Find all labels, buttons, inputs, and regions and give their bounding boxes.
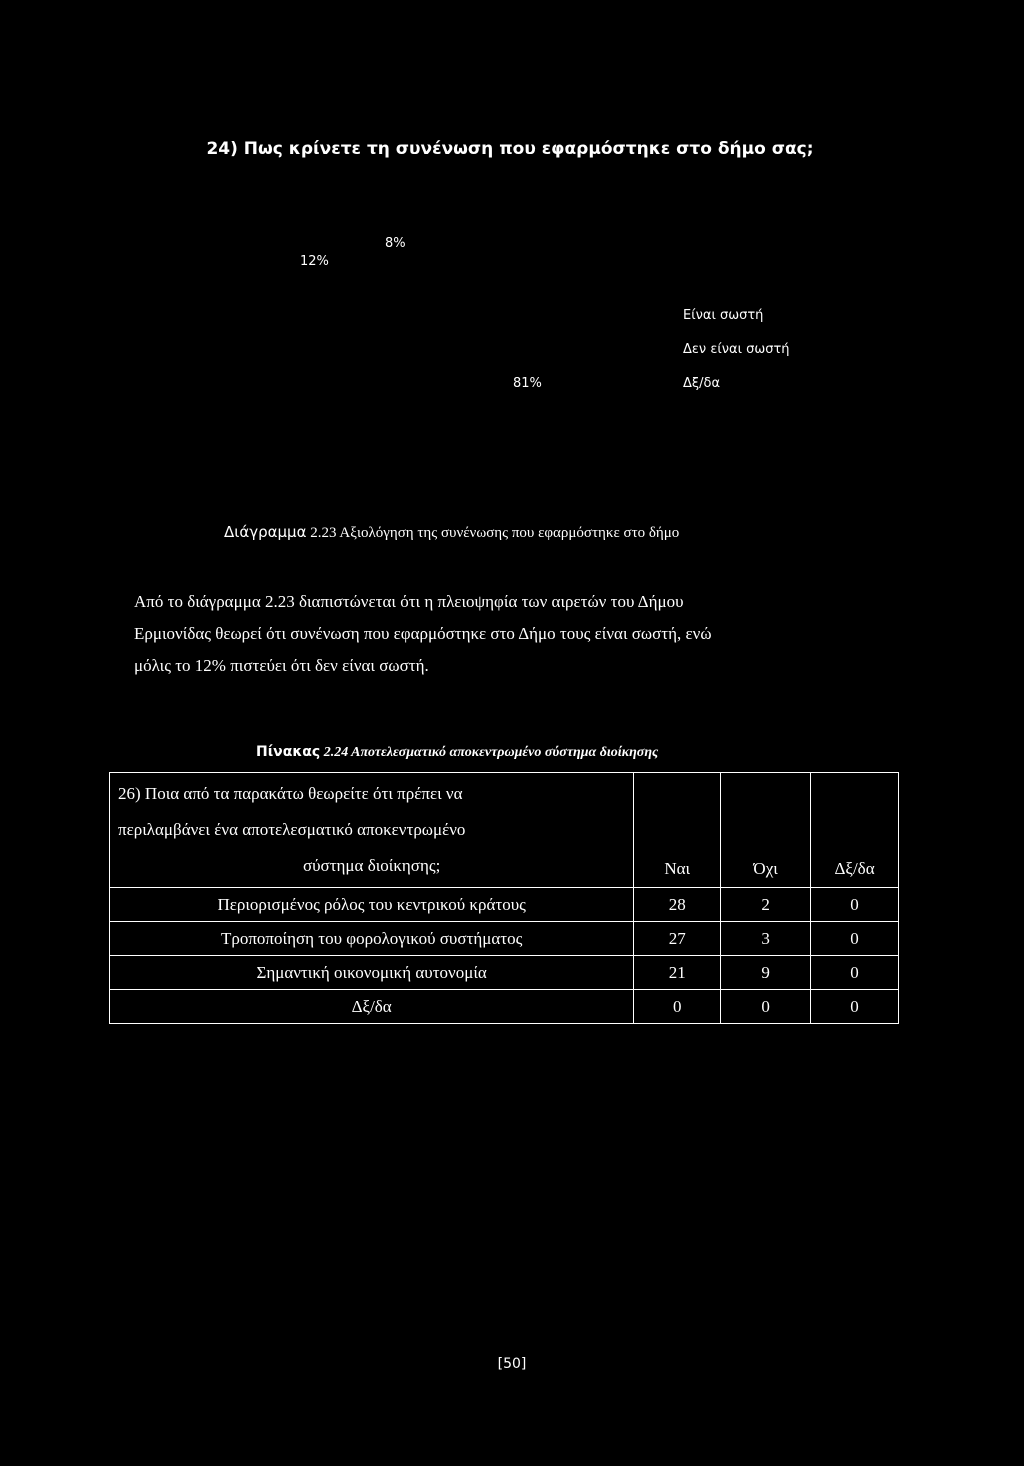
paragraph-line: Ερμιονίδας θεωρεί ότι συνένωση που εφαρμόστηκε στο Δήμο τους είναι σωστή, ενώ [134, 624, 712, 643]
column-header-no: Όχι [721, 773, 811, 888]
table-title-lead: Πίνακας [256, 744, 321, 760]
cell-no: 2 [721, 888, 811, 922]
cell-dont-know: 0 [811, 956, 899, 990]
figure-caption-text: 2.23 Αξιολόγηση της συνένωσης που εφαρμόστηκε στο δήμο [310, 525, 680, 541]
table-title [256, 744, 658, 761]
row-label: Δξ/δα [110, 990, 634, 1024]
column-header-yes: Ναι [634, 773, 721, 888]
legend-item-dont-know: Δξ/δα [683, 376, 721, 391]
table-row [110, 956, 899, 990]
row-label: Περιορισμένος ρόλος του κεντρικού κράτους [110, 888, 634, 922]
body-paragraph [134, 586, 904, 682]
table-header-row [110, 773, 899, 888]
row-label: Σημαντική οικονομική αυτονομία [110, 956, 634, 990]
cell-no: 3 [721, 922, 811, 956]
legend-item-not-correct: Δεν είναι σωστή [683, 342, 790, 357]
figure-caption-lead: Διάγραμμα [224, 523, 307, 541]
table-row [110, 922, 899, 956]
cell-yes: 27 [634, 922, 721, 956]
table-title-text: 2.24 Αποτελεσματικό αποκεντρωμένο σύστημα διοίκησης [323, 745, 659, 760]
cell-yes: 21 [634, 956, 721, 990]
pie-data-label-dont-know: 8% [385, 236, 406, 251]
figure-caption [224, 523, 679, 542]
cell-no: 0 [721, 990, 811, 1024]
cell-dont-know: 0 [811, 922, 899, 956]
question-line: 26) Ποια από τα παρακάτω θεωρείτε ότι πρέπει να [118, 784, 463, 803]
table-question-cell [110, 773, 634, 888]
column-header-dont-know: Δξ/δα [811, 773, 899, 888]
cell-dont-know: 0 [811, 990, 899, 1024]
results-table [109, 772, 899, 1024]
cell-yes: 0 [634, 990, 721, 1024]
paragraph-line: μόλις το 12% πιστεύει ότι δεν είναι σωστή. [134, 656, 429, 675]
question-line: σύστημα διοίκησης; [302, 856, 441, 875]
cell-yes: 28 [634, 888, 721, 922]
page-number: [50] [497, 1356, 527, 1372]
chart-title: 24) Πως κρίνετε τη συνένωση που εφαρμόστηκε στο δήμο σας; [206, 139, 814, 159]
table-row [110, 990, 899, 1024]
pie-data-label-correct: 81% [513, 376, 542, 391]
table-row [110, 888, 899, 922]
paragraph-line: Από το διάγραμμα 2.23 διαπιστώνεται ότι η πλειοψηφία των αιρετών του Δήμου [134, 592, 684, 611]
row-label: Τροποποίηση του φορολογικού συστήματος [110, 922, 634, 956]
cell-dont-know: 0 [811, 888, 899, 922]
pie-data-label-dont-correct: 12% [300, 254, 329, 269]
cell-no: 9 [721, 956, 811, 990]
question-line: περιλαμβάνει ένα αποτελεσματικό αποκεντρωμένο [118, 820, 466, 839]
legend-item-correct: Είναι σωστή [683, 308, 764, 323]
